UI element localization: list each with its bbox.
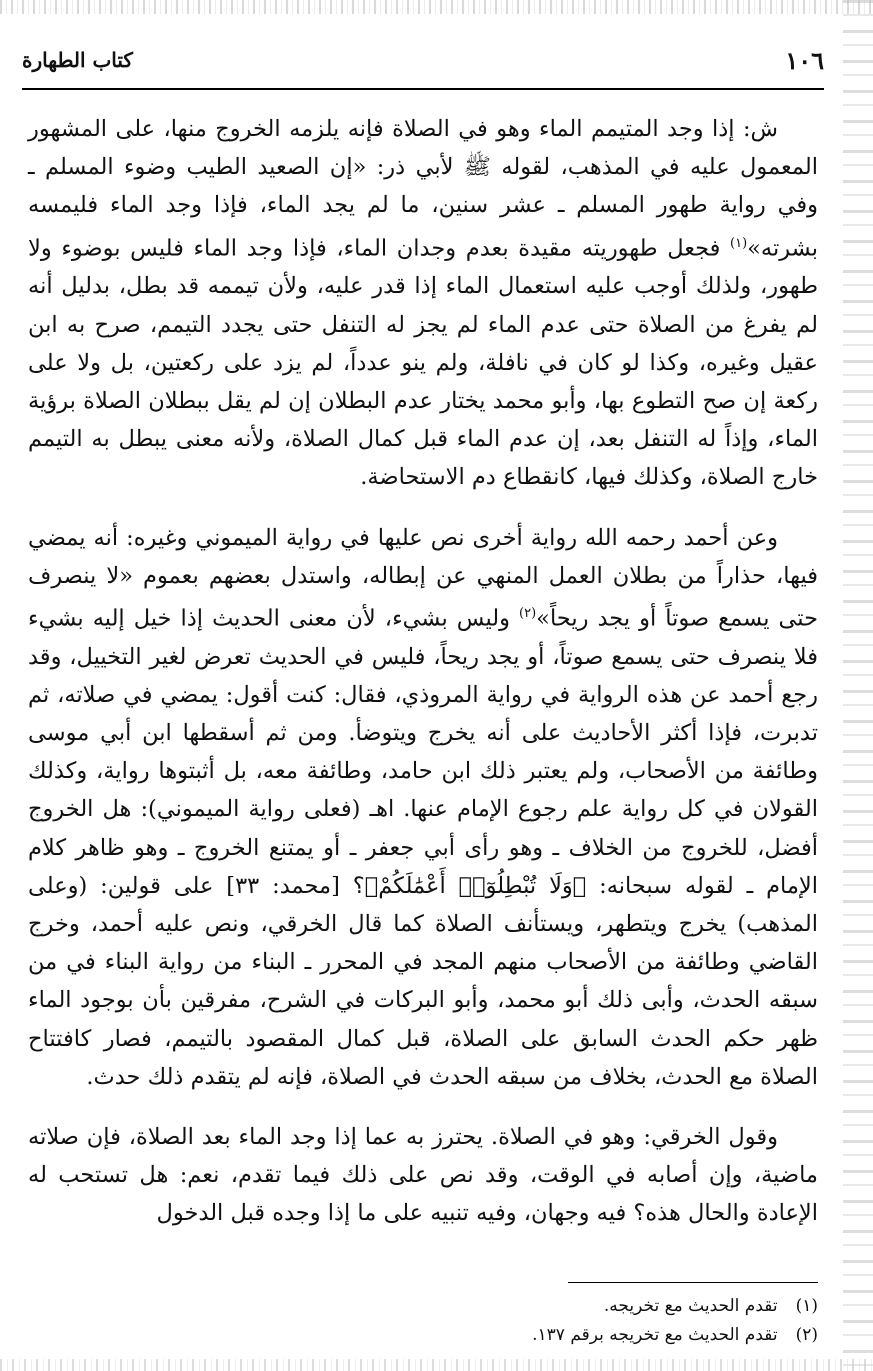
footnote-1 xyxy=(28,1292,818,1321)
footnote-rule xyxy=(568,1282,818,1283)
paragraph-2 xyxy=(28,519,818,1097)
footnotes xyxy=(28,1292,818,1350)
footnote-ref-2: (٢) xyxy=(519,605,537,621)
main-text xyxy=(28,110,818,1233)
footnote-1-number: (١) xyxy=(795,1296,818,1316)
paragraph-1-text: ش: إذا وجد المتيمم الماء وهو في الصلاة فإنه يلزمه الخروج منها، على المشهور المعمول عليه في المذهب، لقوله ﷺ لأبي ذر: «إن الصعيد الطيب وضوء المسلم ـ وفي رواية طهور المسلم ـ عشر سنين، ما لم يجد الماء، فإذا وجد الماء فليمسه بشرته» xyxy=(28,116,818,262)
page-number: ١٠٦ xyxy=(785,46,824,75)
paragraph-2-text: وعن أحمد رحمه الله رواية أخرى نص عليها في رواية الميموني وغيره: أنه يمضي فيها، حذاراً من بطلان العمل المنهي عن إبطاله، واستدل بعضهم بعموم «لا ينصرف حتى يسمع صوتاً أو يجد ريحاً» xyxy=(28,524,818,632)
page-header xyxy=(22,44,824,88)
footnote-1-text: تقدم الحديث مع تخريجه. xyxy=(603,1296,778,1316)
footnote-2-text: تقدم الحديث مع تخريجه برقم ١٣٧. xyxy=(532,1325,778,1345)
paragraph-1-continuation: فجعل طهوريته مقيدة بعدم وجدان الماء، فإذا وجد الماء فليس بوضوء ولا طهور، ولذلك أوجب عليه استعمال الماء إذا قدر عليه، ولأن تيممه قد بطل، بدليل أنه لم يفرغ من الصلاة حتى عدم الماء لم يجز له التنفل حتى يجدد التيمم، صرح به ابن عقيل وغيره، وكذا لو كان في نافلة، ولم ينو عدداً، لم يزد على ركعتين، بل ولا على ركعة إن صح التطوع بها، وأبو محمد يختار عدم البطلان إن لم يقل ببطلان الصلاة برؤية الماء، وإذاً له التنفل بعد، إن عدم الماء قبل كمال الصلاة، ولأنه معنى يبطل به التيمم خارج الصلاة، وكذلك فيها، كانقطاع دم الاستحاضة. xyxy=(28,235,818,491)
paragraph-2-continuation: وليس بشيء، لأن معنى الحديث إذا خيل إليه بشيء فلا ينصرف حتى يسمع صوتاً، أو يجد ريحاً، فليس في الحديث تعرض لغير التخييل، وقد رجع أحمد عن هذه الرواية في رواية المروذي، فقال: كنت أقول: يمضي في صلاته، ثم تدبرت، فإذا أكثر الأحاديث على أنه يخرج ويتوضأ. ومن ثم أسقطها ابن أبي موسى وطائفة من الأصحاب، ولم يعتبر ذلك ابن حامد، وطائفة معه، بل أثبتوها رواية، وكذلك القولان في كل رواية علم رجوع الإمام عنها. اهـ (فعلى رواية الميموني): هل الخروج أفضل، للخروج من الخلاف ـ وهو رأى أبي جعفر ـ أو يمتنع الخروج ـ وهو ظاهر كلام الإمام ـ لقوله سبحانه: ﴿وَلَا تُبْطِلُوٓا۟ أَعْمَٰلَكُمْ﴾؟ [محمد: ٣٣] على قولين: (وعلى المذهب) يخرج ويتطهر، ويستأنف الصلاة كما قال الخرقي، ونص عليه أحمد، وخرج القاضي وطائفة من الأصحاب منهم المجد في المحرر ـ البناء من رواية البناء في من سبقه الحدث، وأبى ذلك أبو محمد، وأبو البركات في الشرح، مفرقين بأن بوجود الماء ظهر حكم الحدث السابق على الصلاة، قبل كمال المقصود بالتيمم، فصار كافتتاح الصلاة مع الحدث، بخلاف من سبقه الحدث في الصلاة، فإنه لم يتقدم ذلك حدث. xyxy=(28,605,819,1090)
running-title: كتاب الطهارة xyxy=(22,48,133,72)
scan-border-top xyxy=(0,0,873,14)
scan-border-bottom xyxy=(0,1359,873,1371)
footnote-ref-1: (١) xyxy=(730,235,748,251)
footnote-2 xyxy=(28,1321,818,1350)
footnote-2-number: (٢) xyxy=(795,1325,818,1345)
paragraph-3 xyxy=(28,1118,818,1233)
paragraph-1 xyxy=(28,110,818,497)
header-rule xyxy=(22,88,824,90)
paragraph-3-text: وقول الخرقي: وهو في الصلاة. يحترز به عما إذا وجد الماء بعد الصلاة، فإن صلاته ماضية، وإن أصابه في الوقت، وقد نص على ذلك فيما تقدم، نعم: هل تستحب له الإعادة والحال هذه؟ فيه وجهان، وفيه تنبيه على ما إذا وجده قبل الدخول xyxy=(28,1124,818,1227)
scan-border-right xyxy=(843,0,873,1371)
